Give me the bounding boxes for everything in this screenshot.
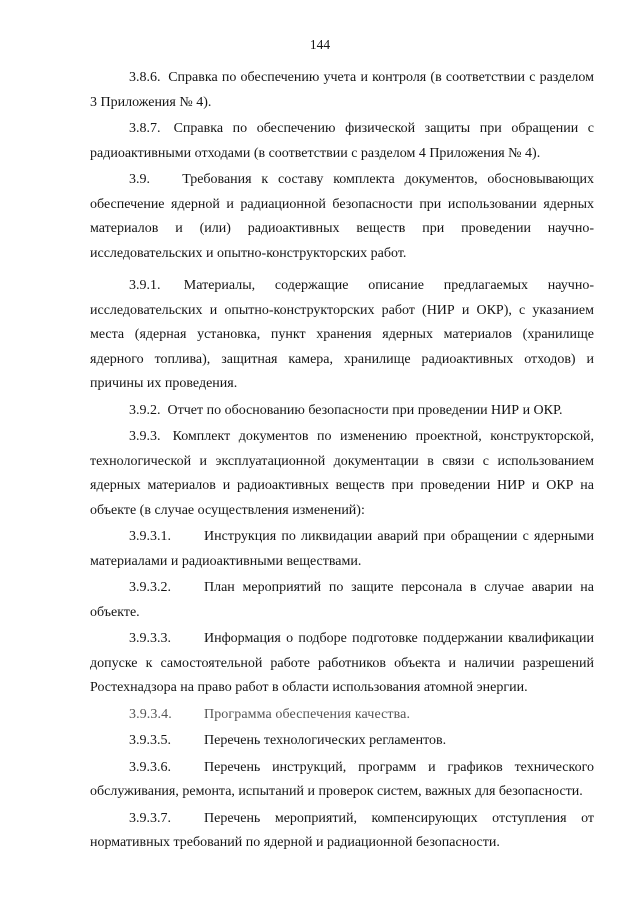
subitem-number: 3.9.3.3. — [129, 631, 171, 646]
subitem-number: 3.9.3.1. — [129, 529, 171, 544]
subitem-text: План мероприятий по защите персонала в случае аварии на объекте. — [90, 580, 594, 620]
paragraph-text: Комплект документов по изменению проектной, конструкторской, технологической и эксплуатационной документации в связи с использованием ядерных материалов и радиоактивных веществ при проведении НИР и ОКР на объекте (в случае осуществления изменений): — [90, 429, 595, 518]
subitem-number: 3.9.3.2. — [129, 580, 171, 595]
subitem-3-9-3-3 — [90, 627, 594, 701]
subitem-3-9-3-2 — [90, 576, 594, 625]
subitem-3-9-3-1 — [90, 525, 594, 574]
subitem-3-9-3-6 — [90, 756, 594, 805]
subitem-text: Перечень инструкций, программ и графиков технического обслуживания, ремонта, испытаний и проверок систем, важных для безопасности. — [90, 759, 594, 799]
subitem-number: 3.9.3.5. — [129, 733, 171, 748]
paragraph-number: 3.8.7. — [129, 121, 161, 136]
paragraph-number: 3.9. — [129, 172, 150, 187]
subitem-number: 3.9.3.4. — [129, 706, 172, 722]
paragraph-number: 3.9.3. — [129, 429, 161, 444]
subitem-3-9-3-4 — [90, 703, 594, 728]
paragraph-text: Справка по обеспечению учета и контроля (в соответствии с разделом 3 Приложения № 4). — [90, 70, 595, 110]
page-number: 144 — [309, 37, 331, 52]
subitem-3-9-3-7 — [90, 807, 594, 856]
paragraph-text: Требования к составу комплекта документов, обосновывающих обеспечение ядерной и радиационной безопасности при использовании ядерных материалов и (или) радиоактивных веществ при проведении научно-исследовательских и опытно-конструкторских работ. — [90, 172, 594, 261]
subitem-3-9-3-5 — [90, 729, 594, 754]
paragraph-text: Справка по обеспечению физической защиты при обращении с радиоактивными отходами (в соответствии с разделом 4 Приложения № 4). — [90, 121, 594, 161]
paragraph-text: Отчет по обоснованию безопасности при проведении НИР и ОКР. — [167, 402, 563, 418]
paragraph-3-9 — [90, 168, 594, 266]
subitem-text: Программа обеспечения качества. — [204, 706, 411, 722]
subitem-text: Информация о подборе подготовке поддержании квалификации допуске к самостоятельной работе работников объекта и наличии разрешений Ростехнадзора на право работ в области использования атомной энергии. — [90, 631, 594, 695]
subitem-number: 3.9.3.6. — [129, 759, 171, 775]
paragraph-number: 3.9.1. — [129, 278, 161, 293]
paragraph-3-9-2 — [90, 399, 594, 424]
paragraph-3-9-1 — [90, 274, 594, 397]
document-body — [90, 66, 594, 858]
paragraph-3-9-3 — [90, 425, 594, 523]
paragraph-3-8-6 — [90, 66, 594, 115]
paragraph-number: 3.9.2. — [129, 402, 161, 418]
subitem-text: Перечень технологических регламентов. — [204, 733, 447, 748]
subitem-text: Перечень мероприятий, компенсирующих отступления от нормативных требований по ядерной и радиационной безопасности. — [90, 810, 594, 850]
subitem-number: 3.9.3.7. — [129, 810, 171, 826]
paragraph-3-8-7 — [90, 117, 594, 166]
paragraph-text: Материалы, содержащие описание предлагаемых научно-исследовательских и опытно-конструкторских работ (НИР и ОКР), с указанием места (ядерная установка, пункт хранения ядерных материалов (хранилище ядерного топлива), защитная камера, хранилище радиоактивных отходов) и причины их проведения. — [90, 278, 594, 391]
subitem-text: Инструкция по ликвидации аварий при обращении с ядерными материалами и радиоактивными веществами. — [90, 529, 594, 569]
paragraph-number: 3.8.6. — [129, 70, 161, 85]
